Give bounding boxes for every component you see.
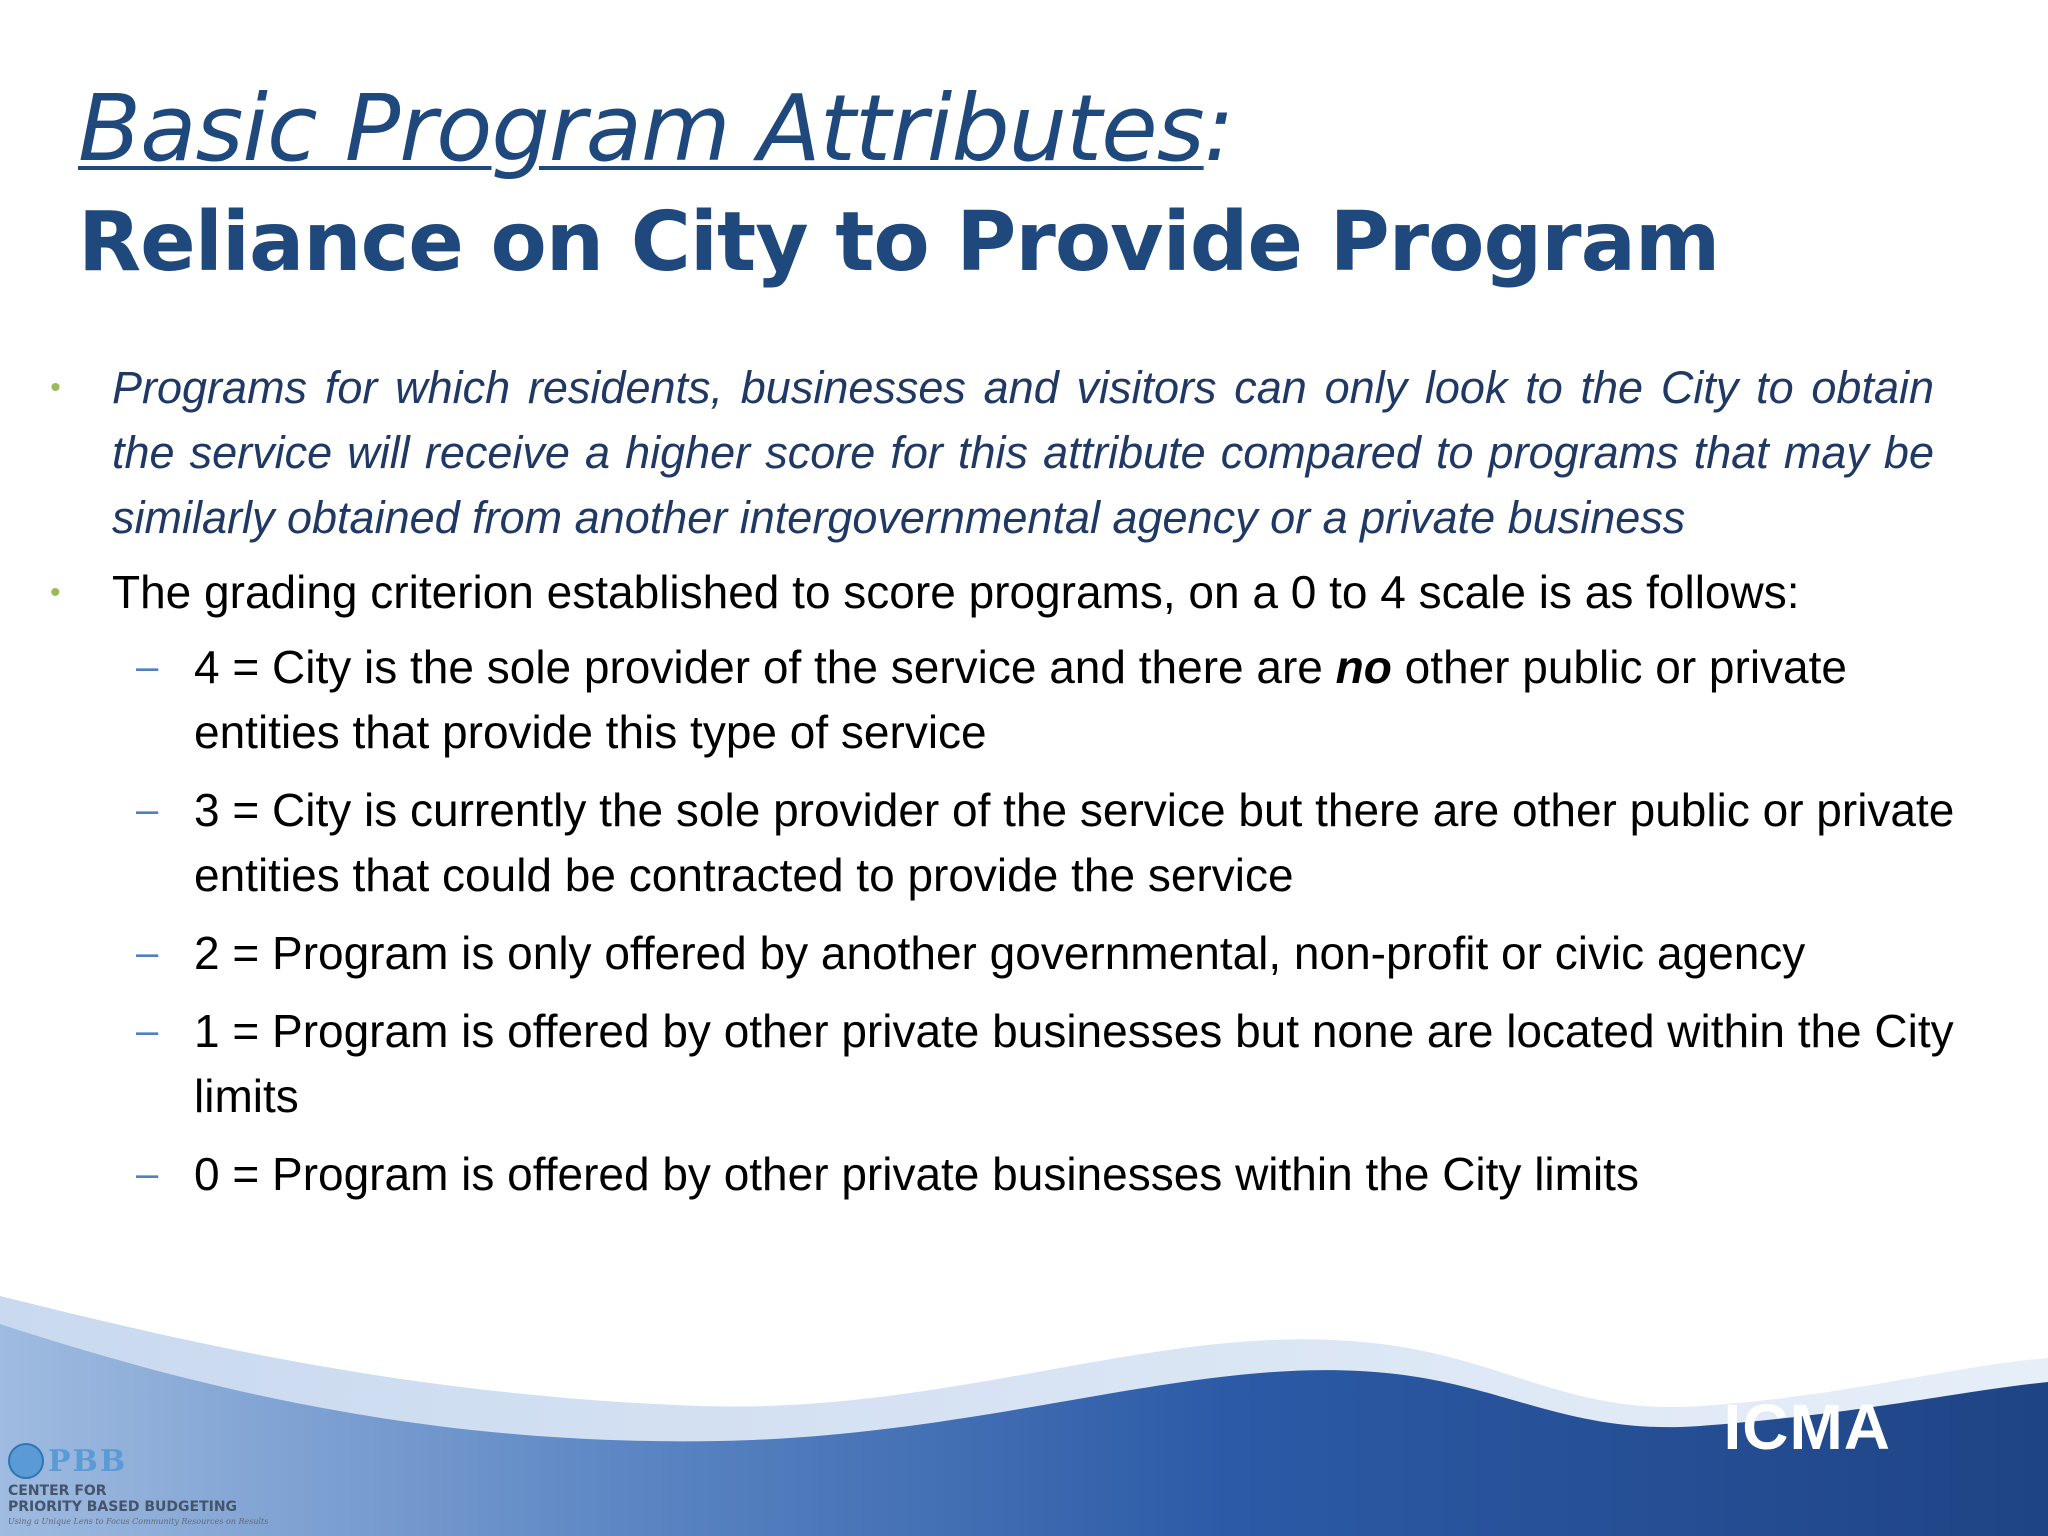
bullet-dot-icon: • <box>50 371 61 404</box>
dash-icon: – <box>136 1152 159 1196</box>
pbb-name-line1: CENTER FOR <box>8 1483 107 1499</box>
icma-logo: ICMA <box>1723 1391 1891 1463</box>
score-list <box>44 635 1955 1207</box>
slide-title <box>78 75 1234 182</box>
score-text-rest: other public or private entities that provide this type of service <box>194 641 1847 758</box>
slide-subtitle: Reliance on City to Provide Program <box>78 195 1720 290</box>
bullet-item-2 <box>44 560 1944 625</box>
score-item-0 <box>44 1142 1964 1207</box>
pbb-mark <box>8 1443 268 1479</box>
score-item-2 <box>44 921 1964 986</box>
score-item-1 <box>44 999 1964 1129</box>
slide-title-colon: : <box>1203 75 1234 182</box>
score-item-4 <box>44 635 1964 765</box>
score-item-3 <box>44 778 1964 908</box>
bullet-dot-icon: • <box>50 576 61 609</box>
slide-title-text: Basic Program Attributes <box>78 75 1204 182</box>
score-text: 3 = City is currently the sole provider of the service but there are other public or private entities that could be contracted to provide the service <box>194 784 1955 901</box>
score-text: 4 = City is the sole provider of the service and there are <box>194 641 1336 693</box>
bullet-text: Programs for which residents, businesses and visitors can only look to the City to obtain the service will receive a higher score for this attribute compared to programs that may be similarly obtained from another intergovernmental agency or a private business <box>112 362 1934 543</box>
score-text: 2 = Program is only offered by another governmental, non-profit or civic agency <box>194 927 1806 979</box>
pbb-globe-icon <box>8 1443 44 1479</box>
score-text: 1 = Program is offered by other private businesses but none are located within the City limits <box>194 1005 1954 1122</box>
dash-icon: – <box>136 788 159 832</box>
dash-icon: – <box>136 931 159 975</box>
score-emphasis: no <box>1335 641 1392 693</box>
pbb-letters: PBB <box>48 1443 128 1479</box>
pbb-name <box>8 1483 268 1515</box>
dash-icon: – <box>136 1009 159 1053</box>
score-text: 0 = Program is offered by other private businesses within the City limits <box>194 1148 1639 1200</box>
pbb-logo <box>8 1443 268 1526</box>
dash-icon: – <box>136 645 159 689</box>
bullet-item-1 <box>44 355 1934 550</box>
pbb-tagline: Using a Unique Lens to Focus Community Resources on Results <box>8 1517 269 1526</box>
slide-body <box>44 355 1955 1220</box>
pbb-name-line2: PRIORITY BASED BUDGETING <box>8 1499 238 1515</box>
bullet-text: The grading criterion established to score programs, on a 0 to 4 scale is as follows: <box>112 566 1800 618</box>
